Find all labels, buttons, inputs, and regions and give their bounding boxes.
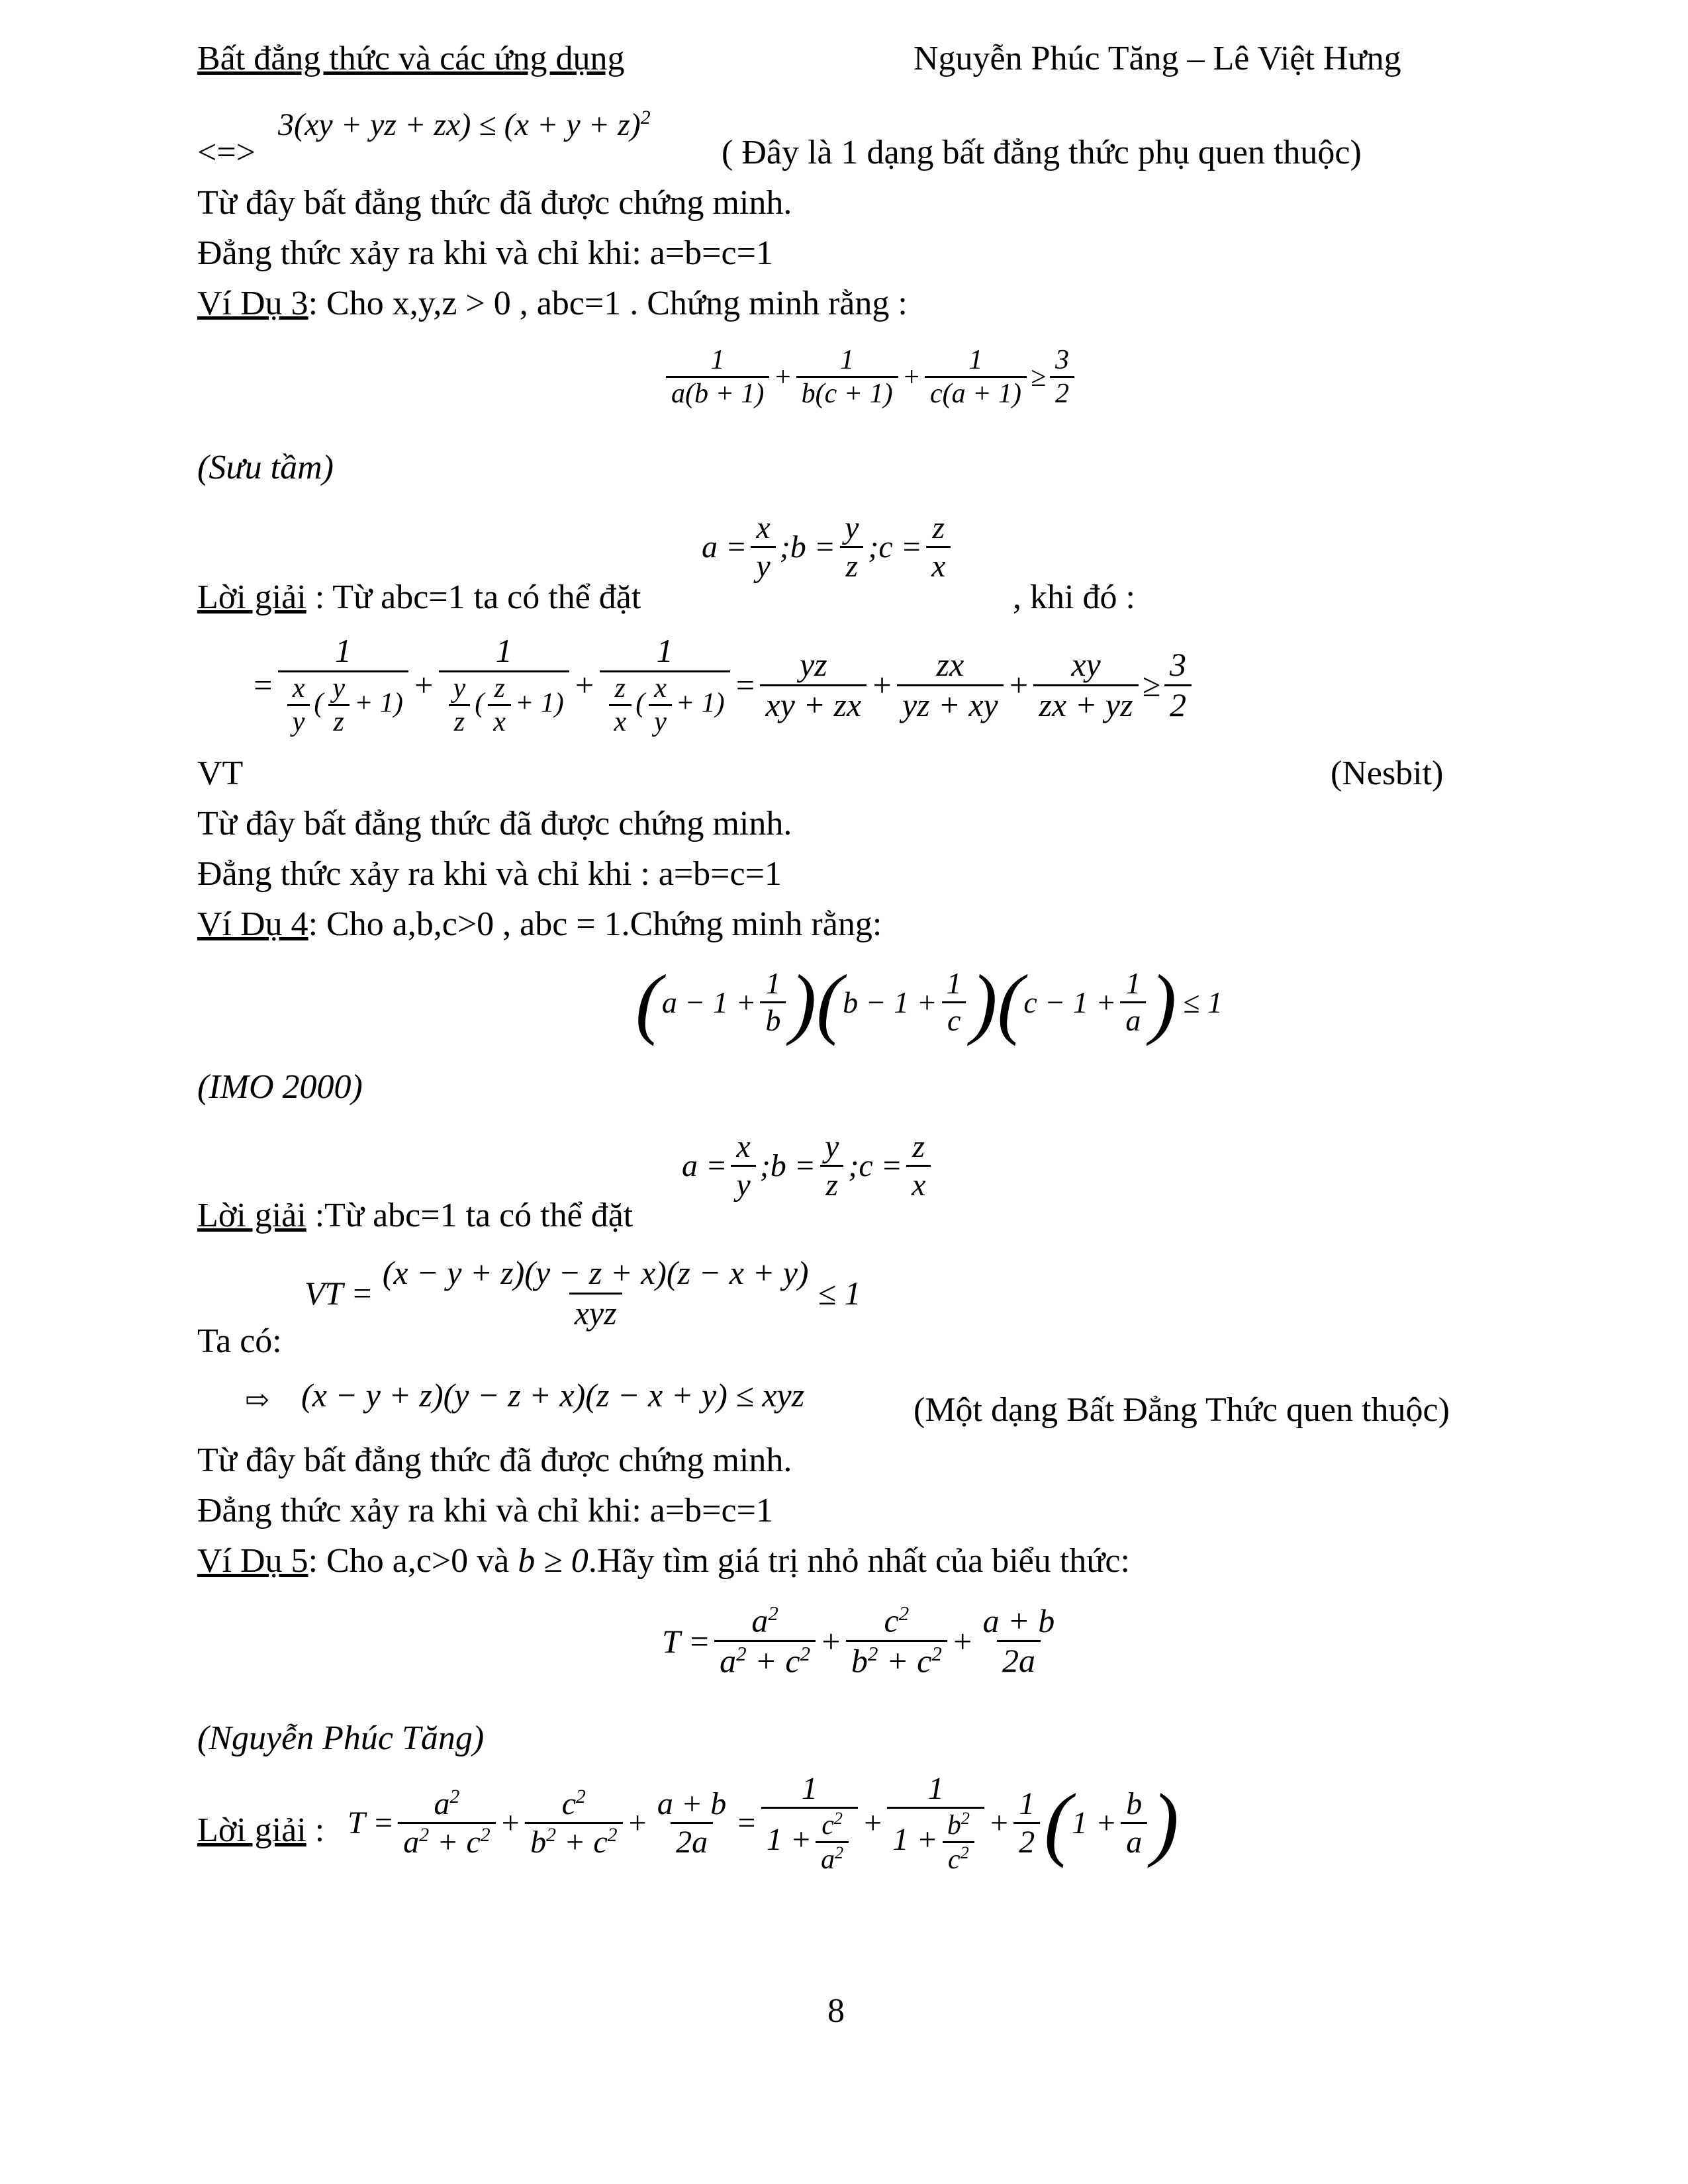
proved-line-3: Từ đây bất đẳng thức đã được chứng minh. [197,1441,792,1479]
example-3-inequality: $\frac{1}{a(b + 1)}$ + $\frac{1}{b(c + 1)}$ + $\frac{1}{c(a + 1)}$ ≥ $\frac{3}{2}$ [662,344,1078,410]
equality-line-1: Đẳng thức xảy ra khi và chỉ khi: a=b=c=1 [197,234,773,272]
vt-label: VT [197,754,244,792]
source-3: (Sưu tầm) [197,449,334,486]
header-authors: Nguyễn Phúc Tăng – Lê Việt Hưng [914,40,1401,77]
vt-expression-4: VT = $\frac{(x - y + z)(y - z + x)(z - x + y)}{\text{xyz}}$ ≤ 1 [305,1254,861,1332]
substitution-3: a = $\frac{x}{y}$ ;b = $\frac{y}{z}$ ;c = $\frac{z}{x}$ [702,510,955,584]
header-title: Bất đẳng thức và các ứng dụng [197,40,625,77]
substitution-4: a = $\frac{x}{y}$ ;b = $\frac{y}{z}$ ;c = $\frac{z}{x}$ [682,1128,935,1203]
equiv-symbol: <=> [197,134,256,171]
equality-line-3: Đẳng thức xảy ra khi và chỉ khi: a=b=c=1 [197,1492,773,1529]
implied-comment: (Một dạng Bất Đẳng Thức quen thuộc) [914,1391,1450,1429]
example-3: Ví Dụ 3: Cho x,y,z > 0 , abc=1 . Chứng minh rằng : [197,285,908,322]
implied-inequality: (x − y + z)(y − z + x)(z − x + y) ≤ xyz [301,1377,805,1414]
example-5: Ví Dụ 5: Cho a,c>0 và b ≥ 0.Hãy tìm giá trị nhỏ nhất của biểu thức: [197,1542,1130,1580]
page-number: 8 [827,1992,845,2030]
source-4: (IMO 2000) [197,1068,363,1106]
t-expression: T = $\frac{a^2}{a^2 + c^2}$ + $\frac{c^2}{b^2 + c^2}$ + $\frac{a + b}{2a}$ [662,1602,1055,1680]
nesbit-label: (Nesbit) [1331,754,1444,792]
equality-line-2: Đẳng thức xảy ra khi và chỉ khi : a=b=c=1 [197,855,782,893]
example-3-label: Ví Dụ 3 [197,285,308,322]
solution-3-tail: , khi đó : [1013,578,1135,616]
example-4-inequality: ( a − 1 + $\frac{1}{b}$ ) ( b − 1 + $\frac{1}{c}$ ) ( c − 1 + $\frac{1}{a}$ ) ≤ 1 [635,958,1223,1046]
solution-5-intro: Lời giải : [197,1811,325,1849]
implies-arrow: ⇨ [245,1384,269,1416]
ta-co: Ta có: [197,1322,282,1360]
proved-line-1: Từ đây bất đẳng thức đã được chứng minh. [197,184,792,222]
inequality-1-comment: ( Đây là 1 dạng bất đẳng thức phụ quen thuộc) [722,134,1362,171]
example-4: Ví Dụ 4: Cho a,b,c>0 , abc = 1.Chứng minh rằng: [197,905,882,943]
solution-4-intro: Lời giải :Từ abc=1 ta có thể đặt [197,1197,633,1234]
inequality-1: 3(xy + yz + $zx) \le (x + y + z)^2$ [278,107,651,142]
solution-3-intro: Lời giải : Từ abc=1 ta có thể đặt [197,578,641,616]
proved-line-2: Từ đây bất đẳng thức đã được chứng minh. [197,805,792,842]
solution-5-expression: T = $\frac{a^2}{a^2 + c^2}$ + $\frac{c^2}{b^2 + c^2}$ + $\frac{a + b}{2a}$ = 1 1 + $\frac{c^2}{a^2}$ + 1 1 + $\frac{b^2}{c^2}$ + $\frac{1}{2}$ ( 1 + $\frac{b}{a}$ ) [348,1771,1179,1876]
source-5: (Nguyễn Phúc Tăng) [197,1719,485,1757]
vt-expression-3: = 1 $\frac{x}{y}$ ( $\frac{y}{z}$ + 1) + 1 $\frac{y}{z}$ ( $\frac{z}{x}$ + 1) + 1 $\frac{z}{x}$ ( $\frac{x}{y}$ + 1) = $\frac{yz}{xy + zx}$ + $\frac{zx}{yz + xy}$ + $\frac{xy}{zx + yz}$ ≥ $\frac{3}{2}$ [252,632,1196,738]
